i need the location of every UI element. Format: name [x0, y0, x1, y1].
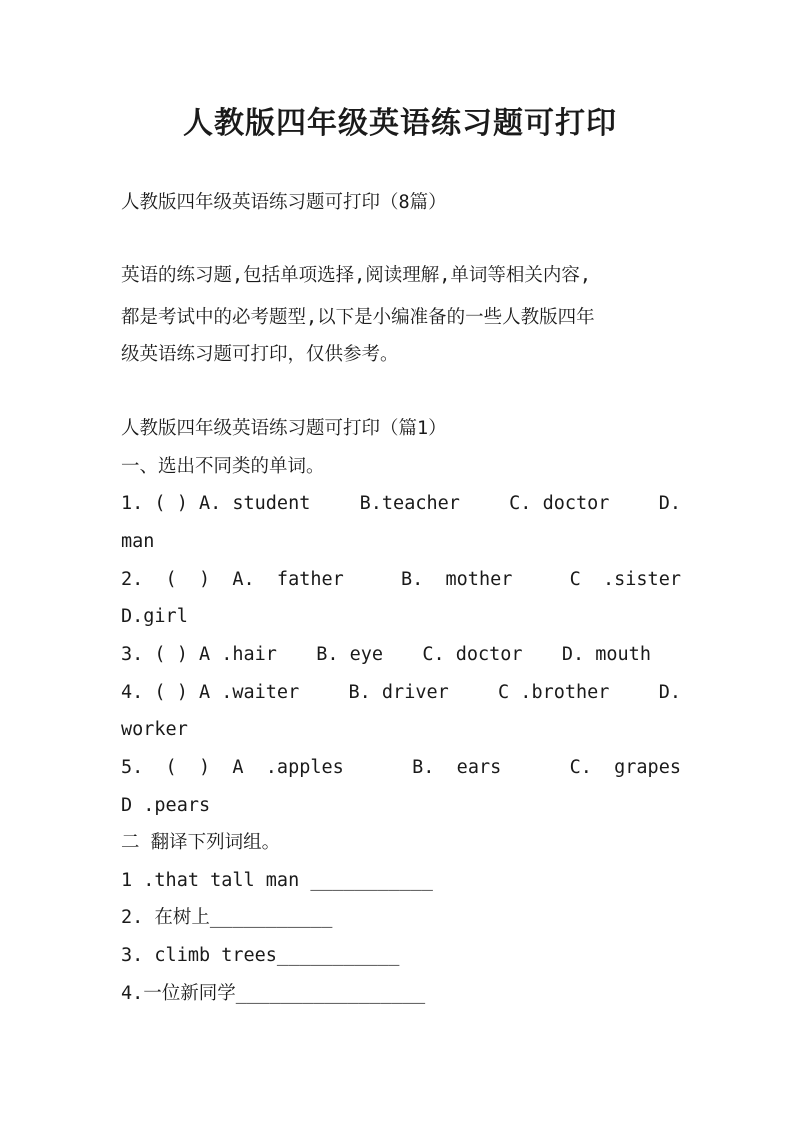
question-3-option: C. doctor — [422, 644, 523, 665]
question-4-option: D. — [658, 682, 681, 703]
question-3-option: B. eye — [316, 644, 384, 665]
question-4-option: C .brother — [498, 682, 610, 703]
question-4-wrap: worker — [121, 719, 188, 740]
part1-heading: 一、选出不同类的单词。 — [121, 456, 325, 477]
question-3-option: D. mouth — [561, 644, 651, 665]
question-1-option: B.teacher — [359, 493, 460, 514]
translation-item-1: 1 .that tall man ___________ — [121, 870, 433, 891]
question-5-option: 5. ( ) A .apples — [121, 757, 344, 778]
intro-line-1: 英语的练习题,包括单项选择,阅读理解,单词等相关内容, — [121, 265, 592, 286]
question-4-option: 4. ( ) A .waiter — [121, 682, 300, 703]
question-2-option: 2. ( ) A. father — [121, 569, 344, 590]
translation-item-2: 2. 在树上___________ — [121, 907, 333, 928]
question-2 — [121, 571, 681, 590]
question-1-wrap: man — [121, 531, 155, 552]
question-1-option: C. doctor — [509, 493, 610, 514]
question-5-option: C. grapes — [569, 757, 681, 778]
question-4 — [121, 684, 681, 703]
question-5 — [121, 759, 681, 778]
question-1-option: 1. ( ) A. student — [121, 493, 311, 514]
document-title: 人教版四年级英语练习题可打印 — [183, 106, 617, 141]
intro-line-2: 都是考试中的必考题型,以下是小编准备的一些人教版四年 — [121, 307, 595, 328]
question-1-option: D. — [658, 493, 681, 514]
section-heading: 人教版四年级英语练习题可打印（篇1） — [121, 418, 447, 439]
translation-item-3: 3. climb trees___________ — [121, 945, 400, 966]
question-5-option: B. ears — [412, 757, 502, 778]
question-1 — [121, 495, 681, 514]
question-2-option: C .sister — [569, 569, 681, 590]
part2-heading: 二 翻译下列词组。 — [121, 832, 281, 853]
question-3-option: 3. ( ) A .hair — [121, 644, 277, 665]
intro-line-3: 级英语练习题可打印，仅供参考。 — [121, 344, 399, 365]
document-subtitle: 人教版四年级英语练习题可打印（8篇） — [121, 192, 447, 213]
question-5-wrap: D .pears — [121, 795, 211, 816]
question-3 — [121, 646, 651, 665]
translation-item-4: 4.一位新同学_________________ — [121, 983, 426, 1004]
question-4-option: B. driver — [348, 682, 449, 703]
question-2-option: B. mother — [400, 569, 513, 590]
question-2-wrap: D.girl — [121, 606, 188, 627]
